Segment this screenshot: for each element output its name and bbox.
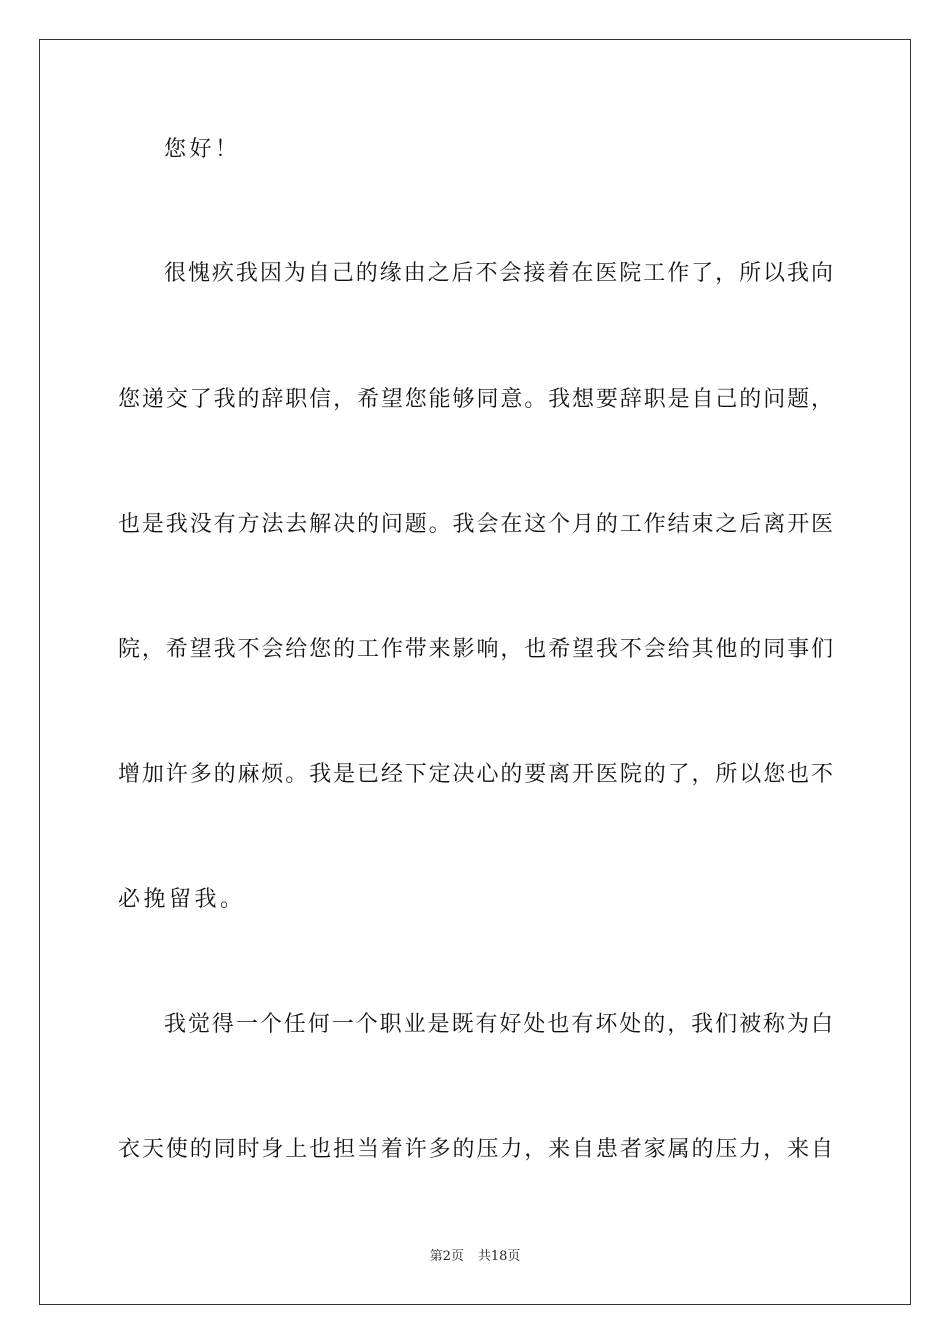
paragraph-1-line-1: 很愧疚我因为自己的缘由之后不会接着在医院工作了，所以我向 (164, 261, 833, 286)
paragraph-1-line-6: 必挽留我。 (118, 887, 246, 912)
paragraph-2-line-1: 我觉得一个任何一个职业是既有好处也有坏处的，我们被称为白 (164, 1012, 833, 1037)
page-frame (39, 39, 911, 1305)
paragraph-2-line-2: 衣天使的同时身上也担当着许多的压力，来自患者家属的压力，来自 (118, 1137, 833, 1162)
paragraph-1-line-3: 也是我没有方法去解决的问题。我会在这个月的工作结束之后离开医 (118, 512, 833, 537)
page-number: 第2页 (429, 1249, 464, 1264)
page-total: 共18页 (477, 1249, 521, 1264)
paragraph-1-line-2: 您递交了我的辞职信，希望您能够同意。我想要辞职是自己的问题， (118, 387, 833, 412)
paragraph-1-line-4: 院，希望我不会给您的工作带来影响，也希望我不会给其他的同事们 (118, 637, 833, 662)
paragraph-1-line-5: 增加许多的麻烦。我是已经下定决心的要离开医院的了，所以您也不 (118, 762, 833, 787)
page-footer (0, 1248, 950, 1266)
greeting-line: 您好！ (164, 137, 241, 162)
